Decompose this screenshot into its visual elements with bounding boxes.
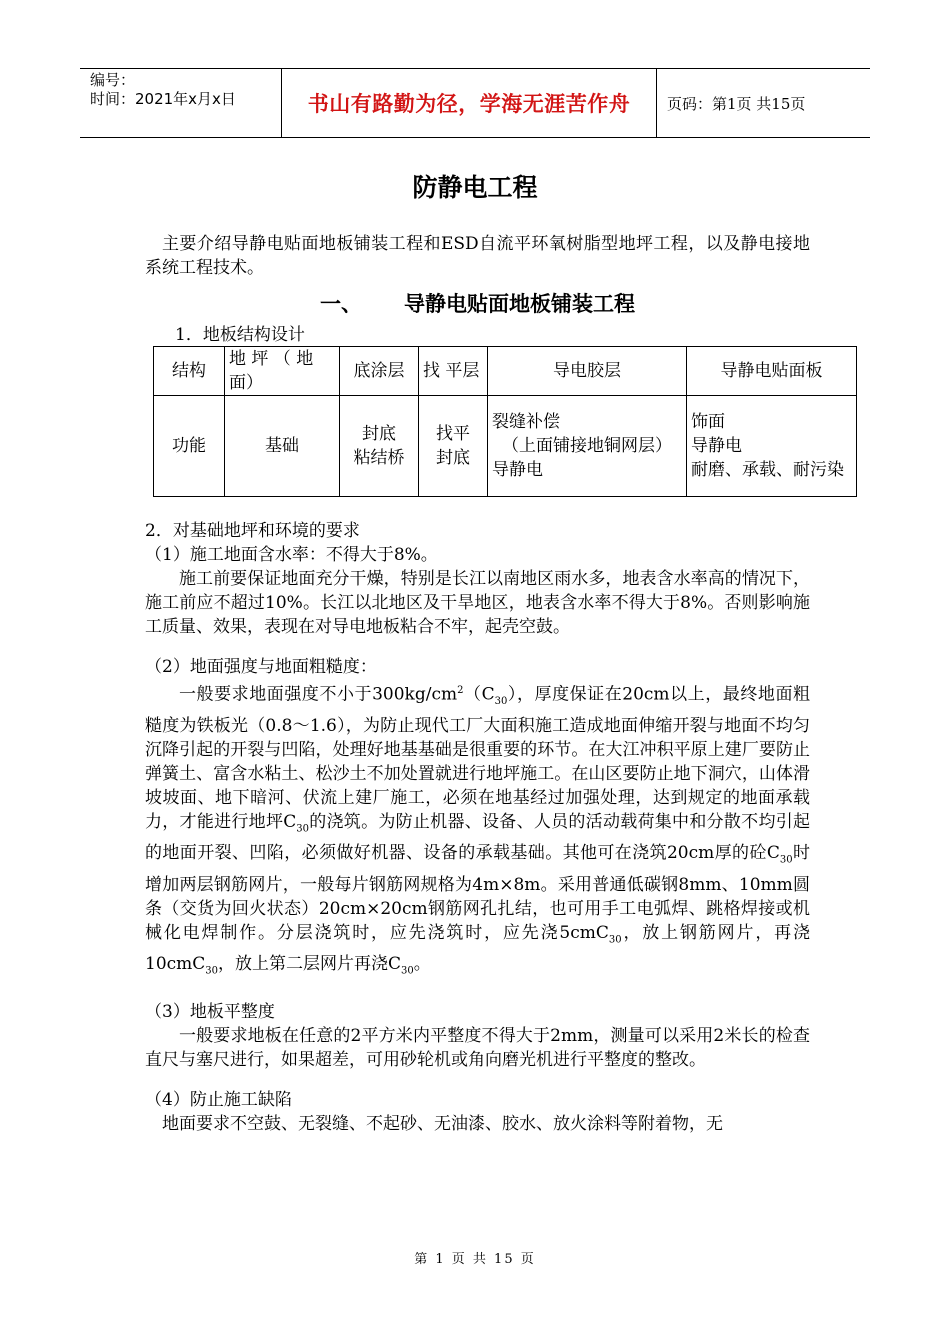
item1-heading: （1）施工地面含水率：不得大于8%。 bbox=[145, 545, 438, 565]
subheading-foundation: 2．对基础地坪和环境的要求 bbox=[145, 521, 360, 541]
table-cell: 基础 bbox=[225, 396, 340, 497]
document-body bbox=[145, 232, 844, 1136]
cell-line: 导静电 bbox=[691, 436, 742, 456]
intro-paragraph: 主要介绍导静电贴面地板铺装工程和ESD自流平环氧树脂型地坪工程，以及静电接地系统工程技术。 bbox=[145, 234, 810, 278]
table-cell bbox=[340, 396, 419, 497]
table-cell: 底涂层 bbox=[340, 347, 419, 396]
page-header bbox=[80, 68, 870, 138]
header-slogan: 书山有路勤为径，学海无涯苦作舟 bbox=[282, 69, 657, 137]
table-cell bbox=[419, 396, 488, 497]
item3-text: 一般要求地板在任意的2平方米内平整度不得大于2mm，测量可以采用2米长的检查直尺与塞尺进行，如果超差，可用砂轮机或角向磨光机进行平整度的整改。 bbox=[145, 1025, 810, 1070]
table-cell bbox=[488, 396, 687, 497]
section-number: 一、 bbox=[320, 292, 362, 316]
subheading-floor-structure: 1．地板结构设计 bbox=[175, 325, 305, 345]
table-cell bbox=[687, 396, 857, 497]
code-label: 编号： bbox=[90, 71, 136, 89]
cell-line: 裂缝补偿 bbox=[492, 412, 560, 432]
item4-heading: （4）防止施工缺陷 bbox=[145, 1089, 292, 1110]
page-footer: 第 1 页 共 15 页 bbox=[414, 1252, 536, 1267]
cell-line: 封底 bbox=[436, 448, 470, 468]
cell-line: 导静电 bbox=[492, 460, 543, 480]
structure-table bbox=[153, 346, 857, 497]
cell-line: （上面铺接地铜网层） bbox=[502, 436, 672, 456]
header-meta bbox=[80, 69, 282, 137]
item2-heading: （2）地面强度与地面粗糙度： bbox=[145, 657, 377, 677]
table-cell: 导静电贴面板 bbox=[687, 347, 857, 396]
date-line: 时间：2021年x月x日 bbox=[90, 90, 236, 108]
item2-text: 一般要求地面强度不小于$300kg/cm^2(C_{30})$，厚度保证在20cm以上，最终地面粗糙度为铁板光（0.8～1.6），为防止现代工厂大面积施工造成地面伸缩开裂与地面不均匀沉降引起的开裂与凹陷，处理好地基基础是很重要的环节。在大江冲积平原上建厂要防止弹簧土、富含水粘土、松沙土不加处置就进行地坪施工。在山区要防止地下洞穴，山体滑坡坡面、地下暗河、伏流上建厂施工，必须在地基经过加强处理，达到规定的地面承载力，才能进行地坪$C_{30}$的浇筑。为防止机器、设备、人员的活动载荷集中和分散不均引起的地面开裂、凹陷，必须做好机器、设备的承载基础。其他可在浇筑20cm厚的砼$C_{30}$时增加两层钢筋网片，一般每片钢筋网规格为4m×8m。采用普通低碳钢8mm、10mm圆条（交货为回火状态）20cm×20cm钢筋网孔扎结，也可用手工电弧焊、跳格焊接或机械化电焊制作。分层浇筑时，应先浇筑时，应先浇5cmC$_{30}$，放上钢筋网片，再浇10cmC$_{30}$，放上第二层网片再浇$C_{30}$。 bbox=[145, 684, 811, 977]
cell-line: 饰面 bbox=[691, 412, 725, 432]
cell-line: 封底 bbox=[362, 424, 396, 444]
table-row bbox=[154, 347, 857, 396]
cell-line: 耐磨、承载、耐污染 bbox=[691, 460, 844, 480]
item4-text: 地面要求不空鼓、无裂缝、不起砂、无油漆、胶水、放火涂料等附着物，无 bbox=[162, 1113, 723, 1134]
table-cell: 结构 bbox=[154, 347, 225, 396]
section-heading-1 bbox=[145, 290, 810, 318]
table-row bbox=[154, 396, 857, 497]
cell-line: 粘结桥 bbox=[353, 448, 405, 468]
item1-text: 施工前要保证地面充分干燥，特别是长江以南地区雨水多，地表含水率高的情况下，施工前应不超过10%。长江以北地区及干旱地区，地表含水率不得大于8%。否则影响施工质量、效果，表现在对导电地板粘合不牢，起壳空鼓。 bbox=[145, 569, 810, 637]
table-cell: 导电胶层 bbox=[488, 347, 687, 396]
document-title: 防静电工程 bbox=[412, 173, 538, 202]
table-cell: 找 平层 bbox=[419, 347, 488, 396]
cell-line: 找平 bbox=[436, 424, 470, 444]
header-page-info: 页码：第1页 共15页 bbox=[667, 94, 806, 113]
section-title: 导静电贴面地板铺装工程 bbox=[404, 292, 635, 316]
table-cell: 地 坪 （ 地面） bbox=[225, 347, 340, 396]
item3-heading: （3）地板平整度 bbox=[145, 1001, 275, 1022]
table-cell: 功能 bbox=[154, 396, 225, 497]
